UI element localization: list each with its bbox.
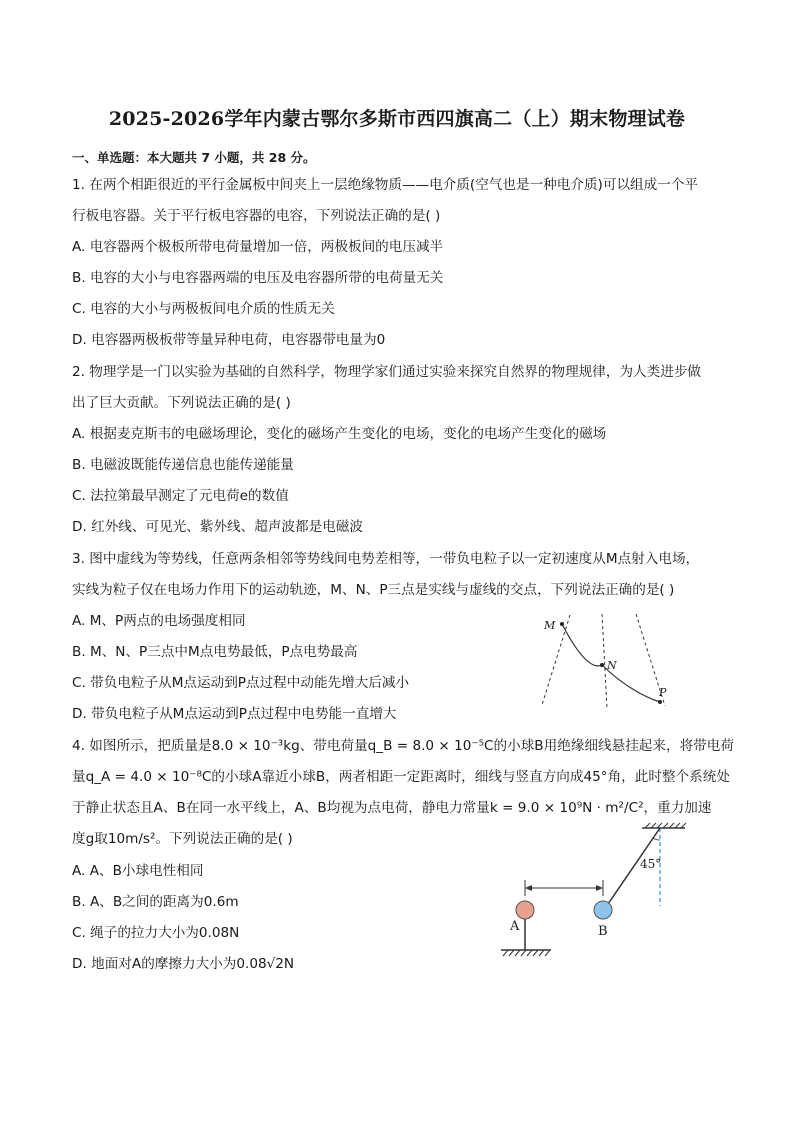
q3-option-c: C. 带负电粒子从M点运动到P点过程中动能先增大后减小 <box>72 675 410 691</box>
page-title: 2025-2026学年内蒙古鄂尔多斯市西四旗高二（上）期末物理试卷 <box>108 108 686 130</box>
arrowhead-left <box>525 885 532 891</box>
q4-option-b: B. A、B之间的距离为0.6m <box>72 894 239 910</box>
label-p: P <box>659 686 667 699</box>
q1-option-a: A. 电容器两个极板所带电荷量增加一倍，两极板间的电压减半 <box>72 239 444 255</box>
angle-label: 45° <box>640 857 662 871</box>
q4-stem-line4: 度g取10m/s²。下列说法正确的是( ) <box>72 831 293 847</box>
q4-option-d: D. 地面对A的摩擦力大小为0.08√2N <box>72 956 295 972</box>
label-b: B <box>598 924 608 939</box>
q1-stem-line1: 1. 在两个相距很近的平行金属板中间夹上一层绝缘物质——电介质(空气也是一种电介质)可以组成一个平 <box>72 177 699 193</box>
q1-option-c: C. 电容的大小与两极板间电介质的性质无关 <box>72 301 335 317</box>
ground-hatch <box>503 950 550 956</box>
q4-option-c: C. 绳子的拉力大小为0.08N <box>72 925 240 941</box>
q2-option-c: C. 法拉第最早测定了元电荷e的数值 <box>72 488 289 504</box>
q2-option-a: A. 根据麦克斯韦的电磁场理论，变化的磁场产生变化的电场，变化的电场产生变化的磁场 <box>72 426 607 442</box>
q4-stem-line2: 量q_A = 4.0 × 10⁻⁸C的小球A靠近小球B，两者相距一定距离时，细线与竖直方向成45°角，此时整个系统处 <box>72 769 730 785</box>
label-a: A <box>510 919 520 934</box>
section-header: 一、单选题：本大题共 7 小题，共 28 分。 <box>72 150 316 165</box>
q3-option-d: D. 带负电粒子从M点运动到P点过程中电势能一直增大 <box>72 706 397 722</box>
angle-arc <box>653 838 660 840</box>
label-m: M <box>544 619 556 632</box>
point-m <box>560 622 564 626</box>
point-p <box>658 700 662 704</box>
q2-stem-line2: 出了巨大贡献。下列说法正确的是( ) <box>72 395 291 411</box>
q2-option-b: B. 电磁波既能传递信息也能传递能量 <box>72 457 294 473</box>
q3-option-b: B. M、N、P三点中M点电势最低，P点电势最高 <box>72 644 358 660</box>
ball-b <box>594 901 612 919</box>
q2-option-d: D. 红外线、可见光、紫外线、超声波都是电磁波 <box>72 519 363 535</box>
label-n: N <box>607 659 617 672</box>
q4-stem-line1: 4. 如图所示，把质量是8.0 × 10⁻³kg、带电荷量q_B = 8.0 × 10⁻⁵C的小球B用绝缘细线悬挂起来，将带电荷 <box>72 738 734 754</box>
q3-stem-line1: 3. 图中虚线为等势线，任意两条相邻等势线间电势差相等，一带负电粒子以一定初速度从M点射入电场， <box>72 551 700 567</box>
q1-option-b: B. 电容的大小与电容器两端的电压及电容器所带的电荷量无关 <box>72 270 444 286</box>
q3-option-a: A. M、P两点的电场强度相同 <box>72 613 246 629</box>
q1-option-d: D. 电容器两极板带等量异种电荷，电容器带电量为0 <box>72 332 386 348</box>
q4-option-a: A. A、B小球电性相同 <box>72 863 204 879</box>
q4-stem-line3: 于静止状态且A、B在同一水平线上，A、B均视为点电荷，静电力常量k = 9.0 × 10⁹N · m²/C²，重力加速 <box>72 800 712 816</box>
q3-stem-line2: 实线为粒子仅在电场力作用下的运动轨迹，M、N、P三点是实线与虚线的交点，下列说法正确的是( ) <box>72 582 675 598</box>
arrowhead-right <box>596 885 603 891</box>
q1-stem-line2: 行板电容器。关于平行板电容器的电容，下列说法正确的是( ) <box>72 208 441 224</box>
q3-equipotential-figure <box>535 610 685 710</box>
q4-charged-balls-figure <box>495 822 695 962</box>
ball-a <box>516 901 534 919</box>
q2-stem-line1: 2. 物理学是一门以实验为基础的自然科学，物理学家们通过实验来探究自然界的物理规律，为人类进步做 <box>72 364 702 380</box>
point-n <box>600 663 604 667</box>
